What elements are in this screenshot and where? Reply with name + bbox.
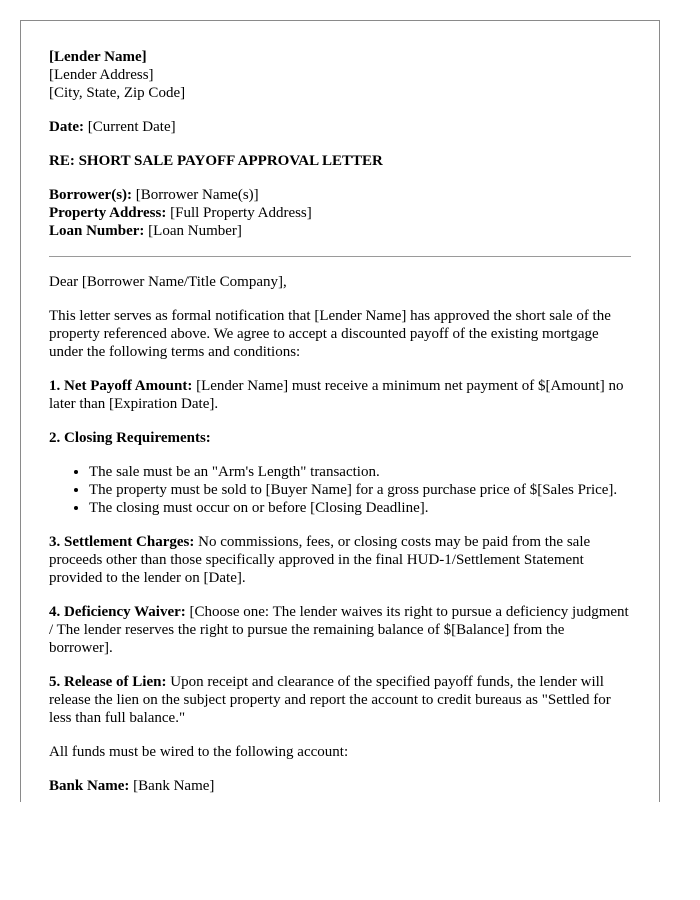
term1-label: 1. Net Payoff Amount: xyxy=(49,378,193,394)
term4-label: 4. Deficiency Waiver: xyxy=(49,604,186,620)
list-item: • The property must be sold to [Buyer Name] for a gross purchase price of $[Sales Price]. xyxy=(89,481,631,499)
term-deficiency-waiver xyxy=(49,603,631,657)
subject: RE: SHORT SALE PAYOFF APPROVAL LETTER xyxy=(49,153,383,169)
term-settlement-charges xyxy=(49,533,631,587)
subject-line xyxy=(49,152,631,170)
property-value: [Full Property Address] xyxy=(170,205,312,221)
loan-value: [Loan Number] xyxy=(148,223,242,239)
wire-intro: All funds must be wired to the following account: xyxy=(49,744,349,760)
list-item: • The sale must be an "Arm's Length" transaction. xyxy=(89,463,631,481)
salutation: Dear [Borrower Name/Title Company], xyxy=(49,274,287,290)
bank-line xyxy=(49,777,631,795)
term5-label: 5. Release of Lien: xyxy=(49,674,167,690)
borrower-label: Borrower(s): xyxy=(49,187,133,203)
lender-address-block xyxy=(49,48,631,102)
lender-address: [Lender Address] xyxy=(49,67,154,83)
bank-label: Bank Name: xyxy=(49,778,130,794)
date-line xyxy=(49,118,631,136)
list-item: • The closing must occur on or before [Closing Deadline]. xyxy=(89,499,631,517)
letter-document xyxy=(20,20,660,802)
term3-text: No commissions, fees, or closing costs may be paid from the sale proceeds other than those specifically approved in the final HUD-1/Settlement Statement provided to the lender on [Date]. xyxy=(49,534,591,586)
loan-details xyxy=(49,186,631,240)
bank-value: [Bank Name] xyxy=(133,778,215,794)
term2-label: 2. Closing Requirements: xyxy=(49,430,211,446)
term-closing-requirements xyxy=(49,429,631,447)
term3-label: 3. Settlement Charges: xyxy=(49,534,195,550)
date-value: [Current Date] xyxy=(87,119,176,135)
borrower-value: [Borrower Name(s)] xyxy=(135,187,259,203)
lender-city: [City, State, Zip Code] xyxy=(49,85,186,101)
date-label: Date: xyxy=(49,119,84,135)
lender-name: [Lender Name] xyxy=(49,49,147,65)
term4-text: [Choose one: The lender waives its right to pursue a deficiency judgment / The lender reserves the right to pursue the remaining balance of $[Balance] from the borrower]. xyxy=(49,604,629,656)
property-label: Property Address: xyxy=(49,205,167,221)
closing-requirements-list xyxy=(49,463,631,517)
term1-text: [Lender Name] must receive a minimum net payment of $[Amount] no later than [Expiration Date]. xyxy=(49,378,624,412)
term5-text: Upon receipt and clearance of the specified payoff funds, the lender will release the lien on the subject property and report the account to credit bureaus as "Settled for less than full balance." xyxy=(49,674,611,726)
divider xyxy=(49,256,631,257)
term-release-of-lien xyxy=(49,673,631,727)
intro-paragraph: This letter serves as formal notification that [Lender Name] has approved the short sale of the property referenced above. We agree to accept a discounted payoff of the existing mortgage under the following terms and conditions: xyxy=(49,308,611,360)
loan-label: Loan Number: xyxy=(49,223,145,239)
term-net-payoff xyxy=(49,377,631,413)
